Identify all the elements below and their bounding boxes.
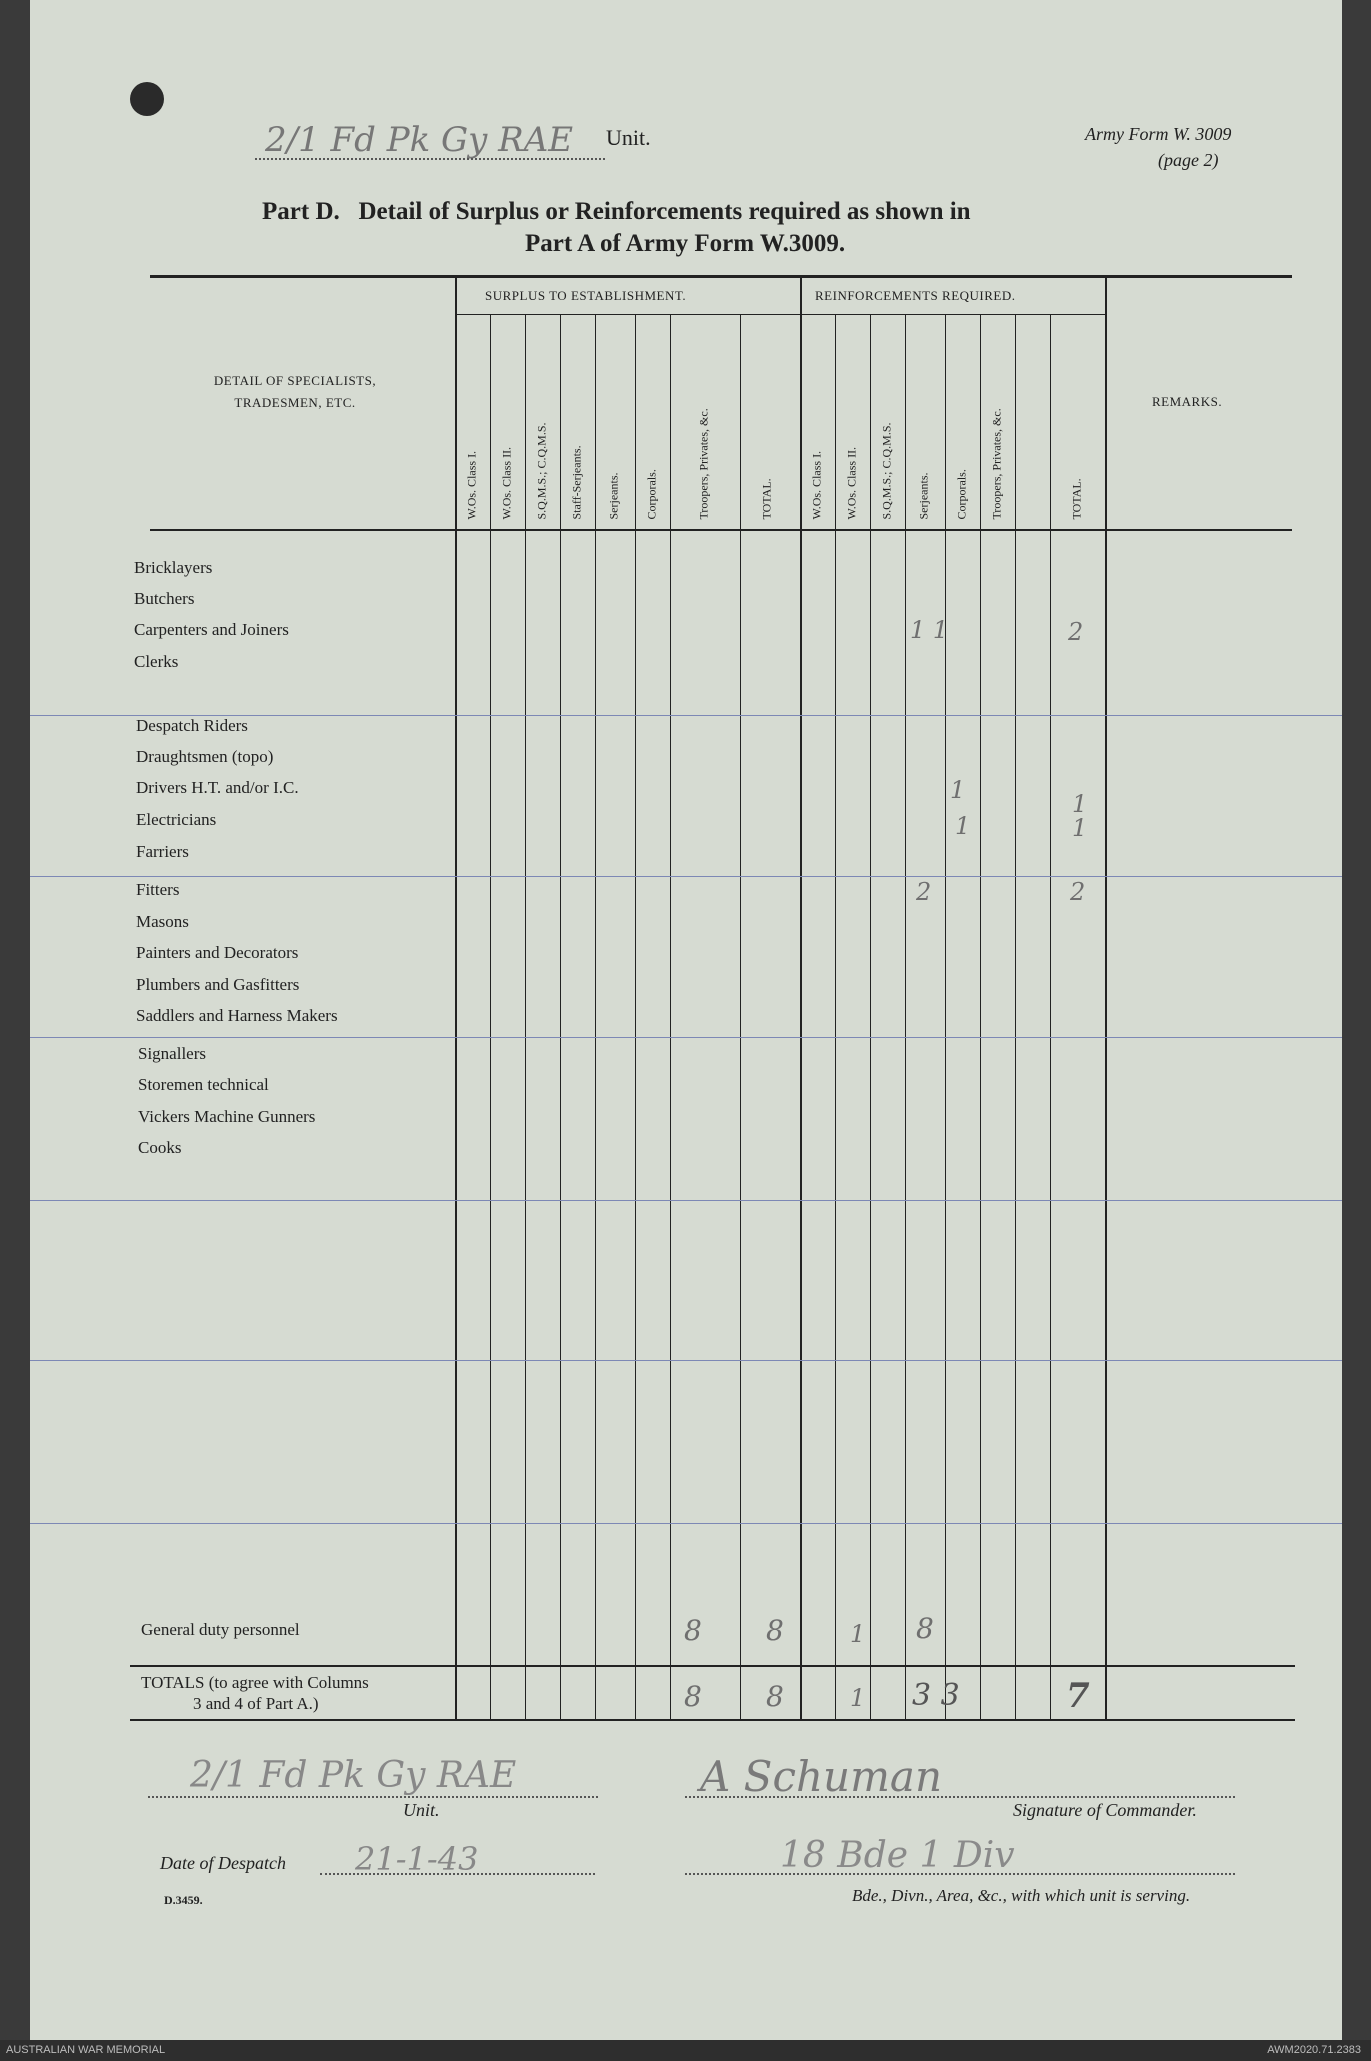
- col-line: [1105, 278, 1107, 1719]
- col-line: [635, 314, 636, 1719]
- entry: 8: [916, 1612, 934, 1645]
- entry: 2: [916, 878, 932, 906]
- row-label: Vickers Machine Gunners: [138, 1107, 316, 1126]
- entry: 1 1: [910, 616, 949, 644]
- col-line: [980, 314, 981, 1719]
- bde-dotted-line: [685, 1873, 1235, 1875]
- row-label: Carpenters and Joiners: [134, 620, 289, 639]
- table-top-rule: [150, 275, 1292, 278]
- archive-name: AUSTRALIAN WAR MEMORIAL: [6, 2044, 166, 2056]
- row-label: Fitters: [136, 880, 180, 899]
- general-duty-label: General duty personnel: [141, 1620, 300, 1639]
- row-label: Plumbers and Gasfitters: [136, 975, 300, 994]
- footer-unit-dotted-line: [148, 1796, 598, 1798]
- col-line: [945, 314, 946, 1719]
- col-line: [525, 314, 526, 1719]
- col-line: [595, 314, 596, 1719]
- group-divider: [30, 1037, 1342, 1038]
- footer-unit-label: Unit.: [403, 1800, 440, 1820]
- entry: 7: [1066, 1676, 1090, 1716]
- form-page-number: (page 2): [1158, 150, 1219, 170]
- surplus-col-staff-serjeants: Staff-Serjeants.: [569, 445, 584, 520]
- surplus-col-troopers: Troopers, Privates, &c.: [696, 408, 711, 520]
- surplus-col-wo1: W.Os. Class I.: [464, 450, 479, 520]
- col-line: [670, 314, 671, 1719]
- reinf-col-wo1: W.Os. Class I.: [809, 450, 824, 520]
- unit-label: Unit.: [606, 125, 651, 150]
- archive-footer: [0, 2040, 1371, 2061]
- col-line: [740, 314, 741, 1719]
- row-label: Bricklayers: [134, 558, 213, 577]
- reinforcement-header-underline: [800, 314, 1105, 315]
- col-line: [1015, 314, 1016, 1719]
- form-reference: Army Form W. 3009: [1085, 124, 1232, 144]
- signature-label: Signature of Commander.: [1013, 1800, 1197, 1820]
- row-label: Painters and Decorators: [136, 943, 299, 962]
- row-label: Electricians: [136, 810, 217, 829]
- footer-unit-handwritten: 2/1 Fd Pk Gy RAE: [190, 1755, 517, 1796]
- reinf-col-troopers: Troopers, Privates, &c.: [989, 408, 1004, 520]
- detail-header: DETAIL OF SPECIALISTS, TRADESMEN, ETC.: [213, 373, 377, 410]
- row-label: Farriers: [136, 842, 189, 861]
- entry: 8: [766, 1614, 784, 1647]
- surplus-col-serjeants: Serjeants.: [606, 472, 621, 520]
- col-line: [1050, 314, 1051, 1719]
- surplus-col-sqms: S.Q.M.S.; C.Q.M.S.: [534, 422, 549, 520]
- totals-label-line-1: TOTALS (to agree with Columns: [141, 1673, 369, 1692]
- row-label: Storemen technical: [138, 1075, 269, 1094]
- col-line: [560, 314, 561, 1719]
- reinf-col-corporals: Corporals.: [954, 469, 969, 520]
- signature-dotted-line: [685, 1796, 1235, 1798]
- col-line: [835, 314, 836, 1719]
- entry: 8: [684, 1614, 702, 1647]
- surplus-col-corporals: Corporals.: [644, 469, 659, 520]
- unit-handwritten: 2/1 Fd Pk Gy RAE: [265, 120, 574, 160]
- reinf-col-wo2: W.Os. Class II.: [844, 446, 859, 520]
- unit-dotted-line: [255, 158, 605, 160]
- row-label: Saddlers and Harness Makers: [136, 1006, 338, 1025]
- entry: 2: [1070, 878, 1086, 906]
- form-code: D.3459.: [164, 1893, 203, 1907]
- entry: 8: [766, 1680, 784, 1713]
- bde-handwritten: 18 Bde 1 Div: [780, 1835, 1015, 1876]
- reinf-col-serjeants: Serjeants.: [916, 472, 931, 520]
- row-label: Signallers: [138, 1044, 206, 1063]
- date-dotted-line: [320, 1873, 595, 1875]
- row-label: Masons: [136, 912, 189, 931]
- row-label: Clerks: [134, 652, 179, 671]
- form-title-line-1: Part D. Detail of Surplus or Reinforcements required as shown in: [262, 198, 971, 225]
- group-divider: [30, 876, 1342, 877]
- entry: 1: [955, 812, 971, 840]
- surplus-col-total: TOTAL.: [759, 478, 774, 520]
- archive-id: AWM2020.71.2383: [1267, 2044, 1361, 2056]
- col-line: [800, 278, 802, 1719]
- entry: 1: [1072, 814, 1088, 842]
- reinf-col-total: TOTAL.: [1069, 478, 1084, 520]
- form-title-line-2: Part A of Army Form W.3009.: [525, 230, 846, 257]
- entry: 3 3: [912, 1678, 960, 1713]
- entry: 1: [850, 1684, 866, 1712]
- totals-bottom-rule: [130, 1719, 1295, 1721]
- row-label: Drivers H.T. and/or I.C.: [136, 778, 299, 797]
- entry: 8: [684, 1680, 702, 1713]
- remarks-header: REMARKS.: [1152, 394, 1223, 409]
- totals-top-rule: [130, 1665, 1295, 1667]
- commander-signature: A Schuman: [700, 1752, 942, 1801]
- bde-label: Bde., Divn., Area, &c., with which unit is serving.: [852, 1886, 1191, 1905]
- reinforcements-header: REINFORCEMENTS REQUIRED.: [815, 288, 1016, 303]
- row-label: Butchers: [134, 589, 195, 608]
- group-divider: [30, 1360, 1342, 1361]
- surplus-col-wo2: W.Os. Class II.: [499, 446, 514, 520]
- col-line: [905, 314, 906, 1719]
- reinf-col-sqms: S.Q.M.S.; C.Q.M.S.: [879, 422, 894, 520]
- entry: 2: [1068, 618, 1084, 646]
- col-line: [490, 314, 491, 1719]
- surplus-header-underline: [455, 314, 800, 315]
- row-label: Draughtsmen (topo): [136, 747, 274, 766]
- date-handwritten: 21-1-43: [355, 1840, 479, 1878]
- totals-label-line-2: 3 and 4 of Part A.): [193, 1694, 319, 1713]
- entry: 1: [1072, 790, 1088, 818]
- group-divider: [30, 1200, 1342, 1201]
- col-line: [455, 278, 457, 1719]
- surplus-header: SURPLUS TO ESTABLISHMENT.: [485, 288, 687, 303]
- header-bottom-rule: [150, 529, 1292, 531]
- entry: 1: [950, 776, 966, 804]
- date-label: Date of Despatch: [160, 1853, 286, 1873]
- col-line: [870, 314, 871, 1719]
- entry: 1: [850, 1620, 866, 1648]
- row-label: Despatch Riders: [136, 716, 248, 735]
- punch-hole: [130, 82, 164, 116]
- row-label: Cooks: [138, 1138, 182, 1157]
- group-divider: [30, 1523, 1342, 1524]
